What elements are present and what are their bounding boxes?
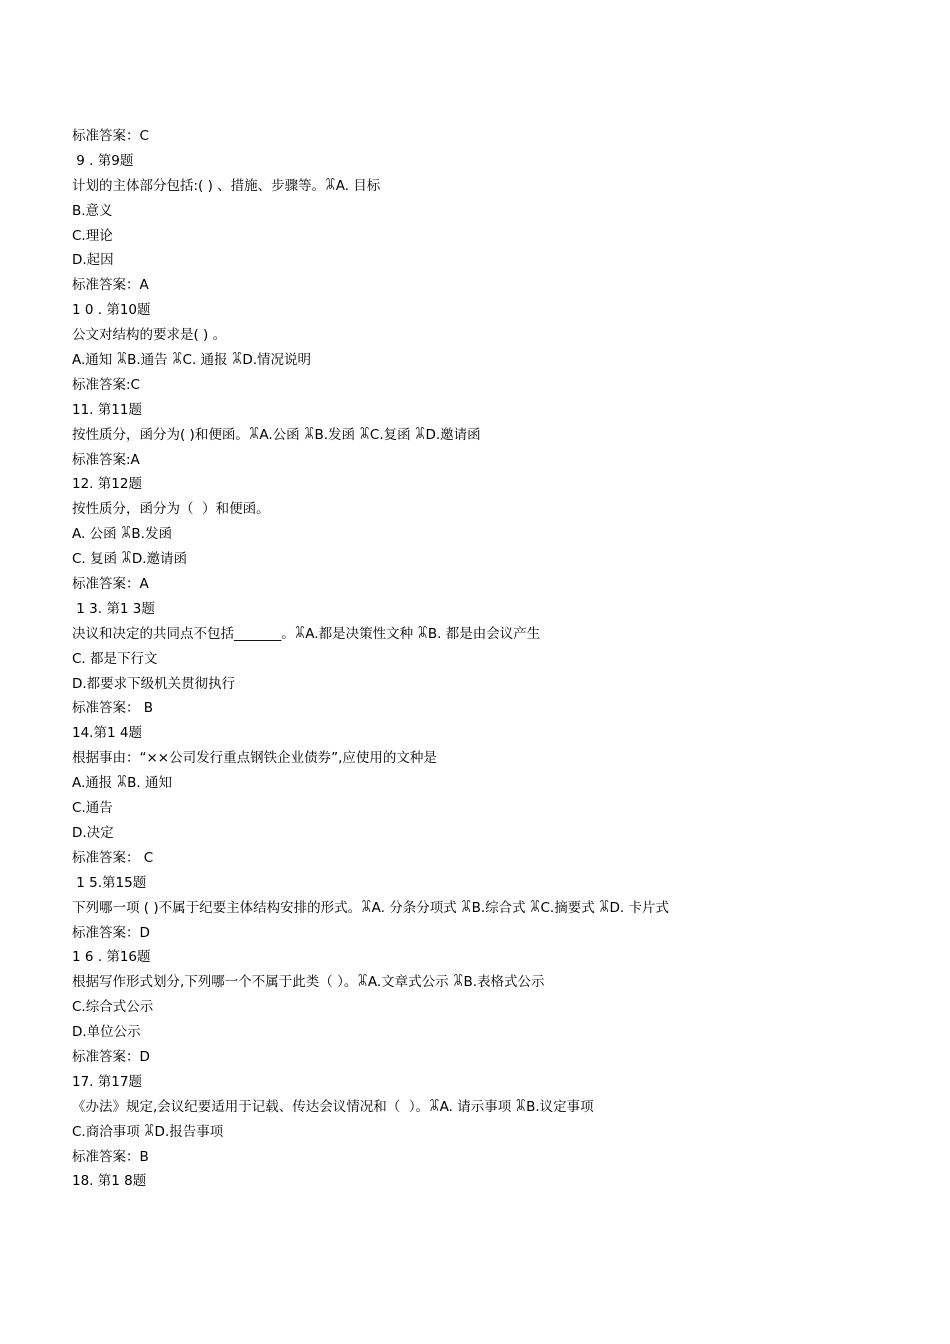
answer-line: 标准答案： C	[72, 849, 154, 866]
option-line: C.通告	[72, 800, 113, 817]
option-line: D.单位公示	[72, 1024, 141, 1041]
answer-line: 标准答案：D	[72, 924, 150, 941]
answer-line: 标准答案：A	[72, 277, 149, 294]
question-text: 公文对结构的要求是( ) 。	[72, 327, 227, 344]
option-line: D.都要求下级机关贯彻执行	[72, 675, 236, 692]
question-text: 决议和决定的共同点不包括_______。ꈠA.都是决策性文种 ꈠB. 都是由会议产生	[72, 625, 541, 642]
question-text: 根据事由：“××公司发行重点钢铁企业债券”,应使用的文种是	[72, 750, 437, 767]
question-text: 下列哪一项 ( )不属于纪要主体结构安排的形式。ꈠA. 分条分项式 ꈠB.综合式 ꈠC.摘要式 ꈠD. 卡片式	[72, 899, 670, 916]
option-line: C. 复函 ꈠD.邀请函	[72, 551, 188, 568]
answer-line: 标准答案:C	[72, 376, 140, 393]
question-heading: 18. 第1 8题	[72, 1173, 147, 1190]
answer-line: 标准答案：C	[72, 128, 149, 144]
question-heading: 9 . 第9题	[72, 152, 134, 169]
option-line: C.综合式公示	[72, 999, 154, 1016]
answer-line: 标准答案：B	[72, 1148, 149, 1165]
question-heading: 1 3. 第1 3题	[72, 600, 155, 617]
question-heading: 1 6 . 第16题	[72, 949, 151, 966]
option-line: A.通知 ꈠB.通告 ꈠC. 通报 ꈠD.情况说明	[72, 352, 312, 369]
document-body	[72, 124, 892, 1194]
option-line: B.意义	[72, 202, 113, 219]
option-line: C. 都是下行文	[72, 650, 158, 667]
question-heading: 1 5.第15题	[72, 874, 147, 891]
option-line: C.商洽事项 ꈠD.报告事项	[72, 1123, 224, 1140]
option-line: D.决定	[72, 824, 114, 841]
question-heading: 11. 第11题	[72, 401, 142, 418]
question-text: 计划的主体部分包括:( ) 、措施、步骤等。ꈠA. 目标	[72, 177, 381, 194]
question-text: 根据写作形式划分,下列哪一个不属于此类（ ）。ꈠA.文章式公示 ꈠB.表格式公示	[72, 974, 545, 991]
answer-line: 标准答案：A	[72, 576, 149, 593]
question-text: 按性质分，函分为（ ）和便函。	[72, 501, 270, 518]
question-heading: 1 0 . 第10题	[72, 302, 151, 319]
question-heading: 12. 第12题	[72, 476, 142, 493]
option-line: A. 公函 ꈠB.发函	[72, 526, 172, 543]
question-text: 按性质分，函分为( )和便函。ꈠA.公函 ꈠB.发函 ꈠC.复函 ꈠD.邀请函	[72, 426, 481, 443]
question-heading: 14.第1 4题	[72, 725, 142, 742]
option-line: C.理论	[72, 227, 113, 244]
option-line: A.通报 ꈠB. 通知	[72, 775, 172, 792]
answer-line: 标准答案：D	[72, 1048, 150, 1065]
question-text: 《办法》规定,会议纪要适用于记载、传达会议情况和（ ）。ꈠA. 请示事项 ꈠB.议定事项	[72, 1098, 594, 1115]
answer-line: 标准答案： B	[72, 700, 154, 717]
option-line: D.起因	[72, 252, 114, 269]
question-heading: 17. 第17题	[72, 1073, 142, 1090]
answer-line: 标准答案:A	[72, 451, 140, 468]
